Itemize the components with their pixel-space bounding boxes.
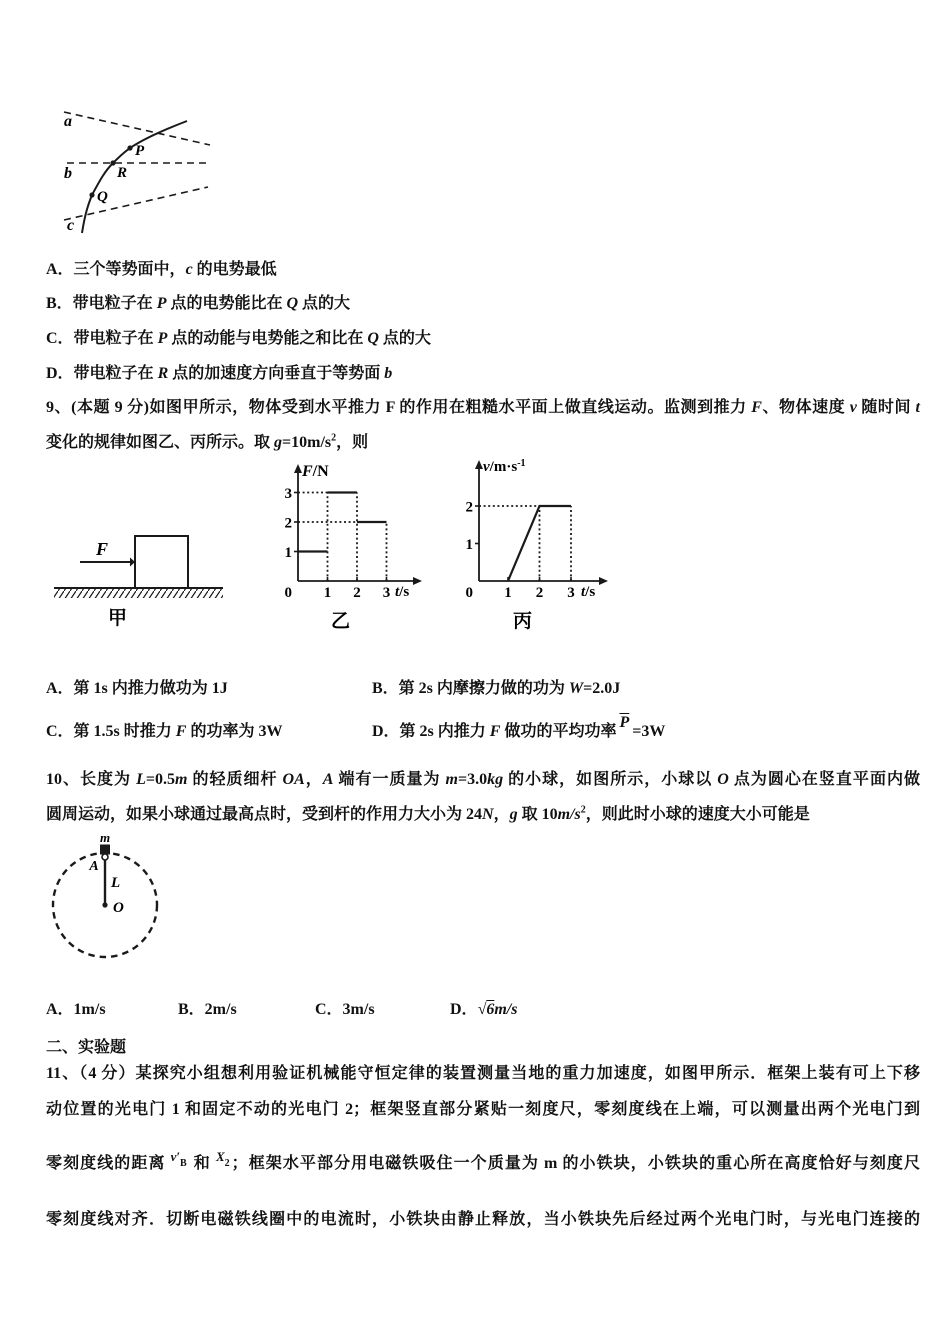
q9-option-c: C．第 1.5s 时推力 F 的功率为 3W xyxy=(46,723,283,740)
x-axis-arrow xyxy=(599,577,608,585)
q9-option-d: D．第 2s 内推力 F 做功的平均功率$\overline{P}=3W$ xyxy=(372,714,666,740)
q10-option-d: D．√6m/s xyxy=(450,1001,518,1018)
q9-option-b: B．第 2s 内摩擦力做的功为 W=2.0J xyxy=(372,680,621,697)
caption-bing: 丙 xyxy=(513,611,533,632)
y-axis-label: F/N xyxy=(302,463,329,480)
center-O-dot xyxy=(102,902,107,907)
xtick-label-1: 1 xyxy=(323,585,332,601)
q11-line4: 零刻度线对齐．切断电磁铁线圈中的电流时，小铁块由静止释放，当小铁块先后经过两个光电门时，与光电门连接的 xyxy=(46,1211,920,1228)
F-step-line xyxy=(298,493,387,552)
q11-line2: 动位置的光电门 1 和固定不动的光电门 2；框架竖直部分紧贴一刻度尺，零刻度线在上端，可以测量出两个光电门到 xyxy=(46,1101,920,1118)
section2-title: 二、实验题 xyxy=(46,1039,127,1056)
figure-bing-v-t-graph xyxy=(463,455,618,635)
y-axis-arrow xyxy=(475,460,483,469)
ytick-label-1: 1 xyxy=(465,537,473,553)
q10-option-c: C．3m/s xyxy=(315,1001,375,1018)
block xyxy=(135,536,188,588)
label-P: P xyxy=(135,143,145,159)
q10-stem-line1: 10、长度为 L=0.5m 的轻质细杆 OA，A 端有一质量为 m=3.0kg 的小球，如图所示，小球以 O 点为圆心在竖直平面内做 xyxy=(46,771,920,788)
particle-trajectory-curve xyxy=(82,121,187,233)
x-axis-label: t/s xyxy=(581,584,596,600)
point-Q-dot xyxy=(89,192,94,197)
y-axis-arrow xyxy=(294,464,302,473)
q8-option-c: C．带电粒子在 P 点的动能与电势能之和比在 Q 点的大 xyxy=(46,330,431,347)
equipotential-line-a xyxy=(64,112,210,145)
point-R-dot xyxy=(110,160,115,165)
q9-stem-line2: 变化的规律如图乙、丙所示。取 $g=10m/s^2$，则 xyxy=(46,432,369,451)
label-R: R xyxy=(117,165,128,181)
label-b: b xyxy=(64,165,72,182)
q10-stem-line2: 圆周运动，如果小球通过最高点时，受到杆的作用力大小为 24N，g 取 $10m/s^2$，则此时小球的速度大小可能是 xyxy=(46,804,810,823)
origin-label: 0 xyxy=(284,585,292,601)
label-O: O xyxy=(113,900,124,916)
xtick-label-2: 2 xyxy=(353,585,361,601)
label-Q: Q xyxy=(97,189,108,205)
q9-stem-line1: 9、(本题 9 分)如图甲所示，物体受到水平推力 F 的作用在粗糙水平面上做直线运动。监测到推力 F、物体速度 v 随时间 t xyxy=(46,399,920,416)
label-m: m xyxy=(99,830,111,845)
q10-option-a: A．1m/s xyxy=(46,1001,106,1018)
q11-line3: 零刻度线的距离 v′B 和 X2 ；框架水平部分用电磁铁吸住一个质量为 m 的小铁块，小铁块的重心所在高度恰好与刻度尺 xyxy=(46,1149,920,1172)
xtick-label-3: 3 xyxy=(567,585,575,601)
caption-jia: 甲 xyxy=(108,608,128,629)
q10-option-b: B．2m/s xyxy=(178,1001,237,1018)
label-A: A xyxy=(89,859,99,874)
xtick-label-2: 2 xyxy=(535,585,544,601)
ground-hatching xyxy=(54,589,223,598)
force-label-F: F xyxy=(96,539,109,559)
ball-m xyxy=(100,845,110,855)
ytick-label-2: 2 xyxy=(465,499,473,516)
ytick-label-3: 3 xyxy=(284,486,292,502)
xtick-label-3: 3 xyxy=(382,585,391,601)
x-axis-arrow xyxy=(413,577,422,585)
caption-yi: 乙 xyxy=(331,611,351,632)
dotted-guides xyxy=(479,506,571,581)
label-a: a xyxy=(64,113,72,130)
q11-line1: 11、（4 分）某探究小组想利用验证机械能守恒定律的装置测量当地的重力加速度，如图甲所示．框架上装有可上下移 xyxy=(46,1065,920,1082)
y-axis-label: $v/m\cdot s^{-1}$ xyxy=(483,458,526,475)
q8-option-d: D．带电粒子在 R 点的加速度方向垂直于等势面 b xyxy=(46,365,393,382)
point-A-marker xyxy=(102,854,108,860)
figure-yi-F-t-graph xyxy=(283,460,428,635)
q8-option-a: A．三个等势面中，c 的电势最低 xyxy=(46,261,277,278)
q8-option-b: B．带电粒子在 P 点的电势能比在 Q 点的大 xyxy=(46,295,351,312)
figure-circular-motion xyxy=(45,830,185,983)
xtick-label-1: 1 xyxy=(504,585,512,601)
origin-label: 0 xyxy=(465,585,473,601)
q9-option-a: A．第 1s 内推力做功为 1J xyxy=(46,680,228,697)
figure-jia-block xyxy=(46,528,241,638)
point-P-dot xyxy=(127,145,132,150)
dotted-guides xyxy=(298,493,387,582)
ytick-label-1: 1 xyxy=(284,545,292,561)
label-c: c xyxy=(67,217,75,234)
ytick-label-2: 2 xyxy=(284,515,292,532)
label-L: L xyxy=(111,875,121,891)
x-axis-label: t/s xyxy=(395,584,410,600)
equipotential-figure xyxy=(50,102,220,242)
